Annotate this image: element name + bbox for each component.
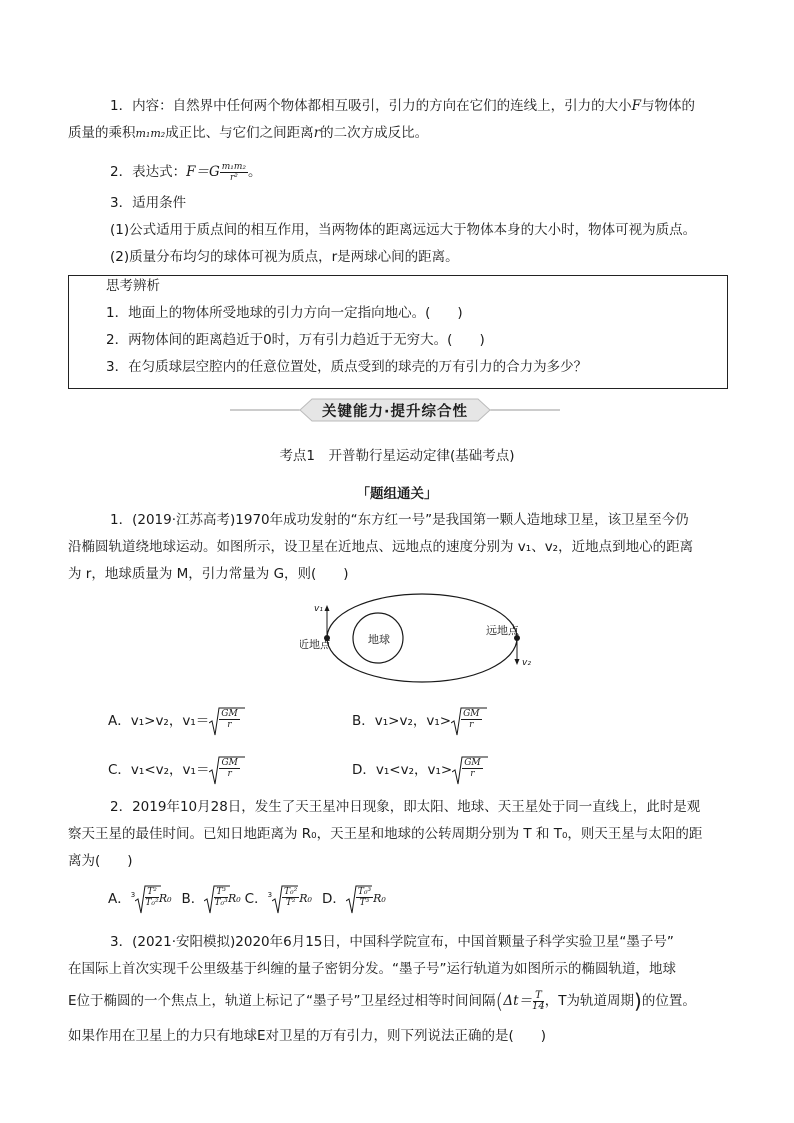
item1-text-b: 与物体的 [640, 98, 695, 114]
option-a-text: A．v₁>v₂，v₁＝ [108, 713, 210, 729]
option-c-label[interactable]: C． [244, 891, 268, 907]
paren-close: ) [634, 989, 642, 1013]
frac-den: r [470, 769, 475, 779]
r0-symbol: R₀ [299, 892, 312, 905]
item1-text-c: 质量的乘积 [68, 125, 136, 141]
cube-root-index: 3 [130, 891, 136, 899]
problem1-line3: 为 r，地球质量为 M，引力常量为 G，则( ) [68, 566, 349, 582]
problem2-line1: 2．2019年10月28日，发生了天王星冲日现象，即太阳、地球、天王星处于同一直线上，此时是观 [110, 799, 701, 815]
var-f: F [631, 98, 641, 114]
section-banner [230, 397, 560, 423]
option-b-label[interactable]: B． [181, 891, 205, 907]
item1-line2 [68, 123, 428, 144]
problem3-text: E位于椭圆的一个焦点上，轨道上标记了“墨子号”卫星经过相等时间间隔 [68, 993, 496, 1009]
sqrt-icon [451, 707, 487, 737]
v1-arrowhead [325, 605, 330, 611]
problem3-line4: 如果作用在卫星上的力只有地球E对卫星的万有引力，则下列说法正确的是( ) [68, 1028, 547, 1044]
problem1-option-d[interactable] [352, 755, 483, 785]
period-fraction [532, 991, 545, 1012]
formula-end: 。 [248, 164, 262, 180]
frac-den: T₀³ [214, 898, 228, 908]
frac-den: T² [285, 898, 296, 908]
item2-label: 2．表达式： [110, 164, 187, 180]
sqrt-icon [209, 707, 245, 737]
var-r: r [313, 125, 321, 141]
frac-num: GM [221, 709, 238, 719]
apogee-label: 远地点 [486, 624, 519, 637]
earth-label: 地球 [368, 633, 390, 646]
r0-symbol: R₀ [373, 892, 386, 905]
item3-sub2: (2)质量分布均匀的球体可视为质点，r是两球心间的距离。 [110, 249, 459, 265]
sqrt-icon [135, 885, 161, 915]
frac-den: T₀² [145, 898, 159, 908]
banner-title: 关键能力·提升综合性 [321, 404, 468, 420]
problem2-options [108, 883, 386, 915]
delta-t: Δt＝ [503, 993, 533, 1009]
frac-num: GM [464, 758, 481, 768]
problem2-line2: 察天王星的最佳时间。已知日地距离为 R₀，天王星和地球的公转周期分别为 T 和 T₀，则天王星与太阳的距 [68, 826, 703, 842]
sqrt-gm-r [209, 756, 239, 784]
frac-den: r [469, 720, 474, 730]
sqrt-icon [209, 756, 245, 786]
formula-numerator: m₁m₂ [221, 161, 247, 172]
group-heading: 「题组通关」 [356, 486, 438, 502]
root-d [346, 885, 373, 913]
frac-num: T² [147, 887, 157, 897]
sqrt-gm-r [209, 707, 239, 735]
formula-lhs: F＝G [186, 164, 220, 180]
formula-denominator: r² [229, 172, 238, 183]
problem1-option-c[interactable] [108, 755, 240, 785]
item1-line1 [110, 96, 695, 116]
item1-label: 1．内容： [110, 98, 173, 114]
sqrt-icon [346, 885, 372, 915]
sqrt-icon [272, 885, 298, 915]
v1-label: v₁ [314, 604, 323, 614]
problem2-line3: 离为( ) [68, 853, 133, 869]
formula-fraction [220, 162, 248, 183]
frac-den: r [227, 769, 232, 779]
root-b [204, 885, 228, 913]
sqrt-gm-r [451, 707, 481, 735]
option-b-text: B．v₁>v₂，v₁> [352, 713, 452, 729]
option-c-text: C．v₁<v₂，v₁＝ [108, 762, 210, 778]
option-d-label[interactable]: D． [321, 891, 346, 907]
frac-den: T³ [359, 898, 370, 908]
item3-sub1: (1)公式适用于质点间的相互作用，当两物体的距离远远大于物体本身的大小时，物体可视为质点。 [110, 222, 697, 238]
sqrt-gm-r [452, 756, 482, 784]
problem1-line2: 沿椭圆轨道绕地球运动。如图所示，设卫星在近地点、远地点的速度分别为 v₁、v₂，近地点到地心的距离 [68, 539, 694, 555]
frac-den: r [227, 720, 232, 730]
option-d-text: D．v₁<v₂，v₁> [352, 762, 453, 778]
paren-open: ( [495, 989, 504, 1013]
orbit-svg [300, 593, 540, 693]
think-box-q1: 1．地面上的物体所受地球的引力方向一定指向地心。( ) [106, 305, 463, 321]
item1-text-e: 的二次方成反比。 [320, 125, 429, 141]
var-m1m2: m₁m₂ [135, 127, 166, 140]
problem3-text-c: 的位置。 [641, 993, 696, 1009]
frac-num: T³ [216, 887, 226, 897]
frac-num: GM [463, 709, 480, 719]
root-a [135, 885, 159, 913]
orbit-ellipse [327, 594, 517, 682]
sqrt-icon [452, 756, 488, 786]
frac-den: 14 [532, 1000, 545, 1012]
frac-num: T₀² [284, 887, 298, 897]
think-box-q2: 2．两物体间的距离趋近于0时，万有引力趋近于无穷大。( ) [106, 332, 485, 348]
v2-label: v₂ [522, 658, 531, 668]
problem3-line1: 3．(2021·安阳模拟)2020年6月15日，中国科学院宣布，中国首颗量子科学实验卫星“墨子号” [110, 934, 674, 950]
item2-line [110, 158, 262, 186]
problem3-line3 [68, 986, 696, 1016]
item1-text-d: 成正比、与它们之间距离 [165, 125, 314, 141]
sqrt-icon [204, 885, 230, 915]
r0-symbol: R₀ [158, 892, 172, 905]
problem3-text-b: ，T为轨道周期 [544, 993, 635, 1009]
problem1-option-a[interactable] [108, 706, 240, 736]
think-box-title: 思考辨析 [106, 278, 160, 294]
r0-symbol: R₀ [227, 892, 241, 905]
frac-num: T₀³ [357, 887, 372, 897]
problem3-line2: 在国际上首次实现千公里级基于纠缠的量子密钥分发。“墨子号”运行轨道为如图所示的椭圆轨道，地球 [68, 961, 676, 977]
section-title: 考点1 开普勒行星运动定律(基础考点) [279, 448, 515, 464]
orbit-diagram [300, 593, 540, 693]
item3-label: 3．适用条件 [110, 195, 187, 211]
frac-num: T [535, 989, 542, 1001]
option-a-label[interactable]: A． [108, 891, 131, 907]
cube-root-index: 3 [267, 891, 273, 899]
problem1-option-b[interactable] [352, 706, 482, 736]
item1-text: 自然界中任何两个物体都相互吸引，引力的方向在它们的连线上，引力的大小 [172, 98, 632, 114]
think-box-q3: 3．在匀质球层空腔内的任意位置处，质点受到的球壳的万有引力的合力为多少？ [106, 359, 588, 375]
v2-arrowhead [515, 659, 520, 665]
root-c [272, 885, 299, 913]
problem1-line1: 1．(2019·江苏高考)1970年成功发射的“东方红一号”是我国第一颗人造地球卫星，该卫星至今仍 [110, 512, 689, 528]
perigee-label: 近地点 [300, 638, 331, 651]
frac-num: GM [221, 758, 238, 768]
